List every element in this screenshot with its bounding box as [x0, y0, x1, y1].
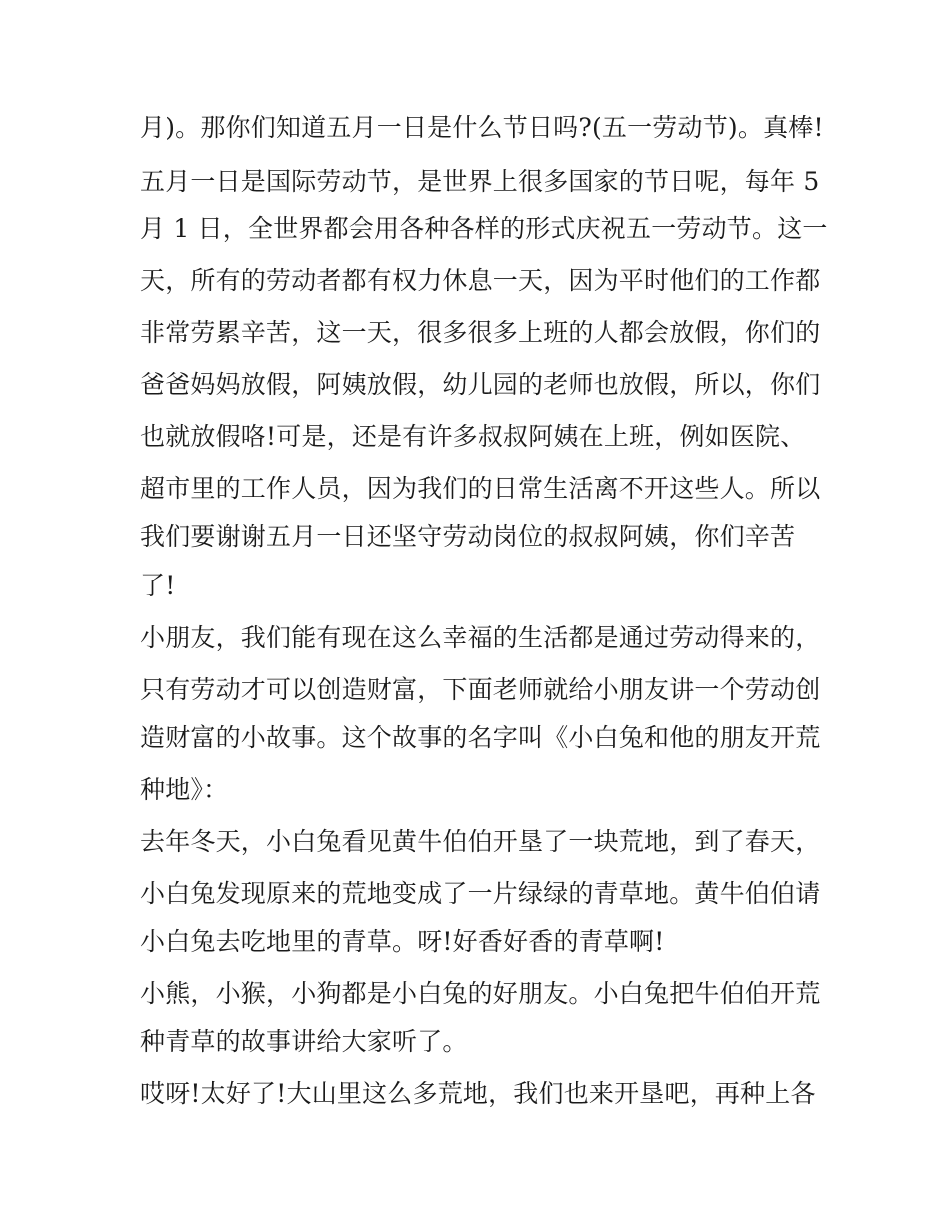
text-line: 小白兔发现原来的荒地变成了一片绿绿的青草地。黄牛伯伯请 [140, 879, 821, 908]
text-line: 造财富的小故事。这个故事的名字叫《小白兔和他的朋友开荒 [140, 723, 821, 752]
text-line: 月)。那你们知道五月一日是什么节日吗?(五一劳动节)。真棒! [140, 113, 824, 142]
text-line: 五月一日是国际劳动节，是世界上很多国家的节日呢，每年 5 [140, 167, 820, 196]
text-line: 哎呀!太好了!大山里这么多荒地，我们也来开垦吧，再种上各 [140, 1079, 816, 1108]
text-line: 超市里的工作人员，因为我们的日常生活离不开这些人。所以 [140, 474, 821, 503]
text-line: 小熊，小猴，小狗都是小白兔的好朋友。小白兔把牛伯伯开荒 [140, 979, 821, 1008]
text-line: 也就放假咯!可是，还是有许多叔叔阿姨在上班，例如医院、 [140, 422, 806, 451]
text-line: 小白兔去吃地里的青草。呀!好香好香的青草啊! [140, 927, 665, 956]
text-line: 我们要谢谢五月一日还坚守劳动岗位的叔叔阿姨，你们辛苦 [140, 522, 796, 551]
text-line: 去年冬天，小白兔看见黄牛伯伯开垦了一块荒地，到了春天， [140, 827, 821, 856]
text-line: 小朋友，我们能有现在这么幸福的生活都是通过劳动得来的， [140, 623, 821, 652]
text-line: 月 1 日，全世界都会用各种各样的形式庆祝五一劳动节。这一 [140, 214, 828, 243]
text-line: 只有劳动才可以创造财富，下面老师就给小朋友讲一个劳动创 [140, 675, 821, 704]
text-line: 爸爸妈妈放假，阿姨放假，幼儿园的老师也放假，所以，你们 [140, 370, 821, 399]
text-line: 天，所有的劳动者都有权力休息一天，因为平时他们的工作都 [140, 266, 821, 295]
text-line: 了! [140, 571, 176, 600]
text-line: 种地》： [140, 775, 229, 804]
text-line: 非常劳累辛苦，这一天，很多很多上班的人都会放假，你们的 [140, 318, 821, 347]
text-line: 种青草的故事讲给大家听了。 [140, 1027, 468, 1056]
